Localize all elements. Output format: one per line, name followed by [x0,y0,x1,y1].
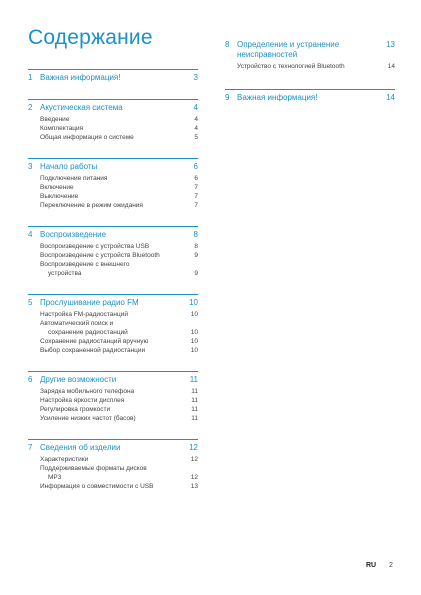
section-page: 10 [189,298,198,307]
section-title: Воспроизведение [40,230,107,239]
entry-page: 6 [194,175,198,182]
section-number: 3 [28,162,33,171]
toc-section [28,69,198,83]
toc-entry[interactable] [28,337,198,346]
entry-title-line: Зарядка мобильного телефона [40,388,135,395]
toc-left-column [28,69,198,507]
section-number: 2 [28,103,33,112]
entry-page: 8 [194,243,198,250]
section-title-line: неисправностей [237,50,298,59]
toc-entry[interactable] [28,251,198,260]
toc-entry[interactable] [28,414,198,423]
section-number: 7 [28,443,33,452]
entry-title-line: Поддерживаемые форматы дисков [40,465,147,472]
entry-title-line: сохранение радиостанций [48,329,128,336]
entry-page: 11 [191,415,198,422]
entry-title-line: Выключение [40,193,79,200]
toc-entry[interactable] [28,192,198,201]
page-title: Содержание [28,26,153,49]
entry-page: 12 [190,474,198,481]
toc-entry[interactable] [28,133,198,142]
section-number: 8 [225,40,230,49]
toc-section-heading[interactable] [28,443,198,453]
entry-page: 5 [194,134,198,141]
toc-section [28,99,198,142]
entry-title-line: Воспроизведение с устройств Bluetooth [40,252,160,259]
entry-page: 10 [190,329,198,336]
section-page: 12 [189,443,198,452]
toc-entry[interactable] [28,405,198,414]
toc-section [28,158,198,210]
section-title: Сведения об изделии [40,443,121,452]
toc-section-heading[interactable] [28,375,198,385]
entry-page: 11 [191,397,198,404]
entry-page: 4 [194,125,198,132]
section-page: 13 [386,40,395,49]
entry-page: 13 [190,483,198,490]
toc-entry[interactable] [28,387,198,396]
toc-entry[interactable] [28,455,198,464]
section-number: 5 [28,298,33,307]
entry-title-line: Введение [40,116,70,123]
entry-title-line: Переключение в режим ожидания [40,202,143,209]
toc-section-heading[interactable] [28,103,198,113]
entry-title-line: Подключение питания [40,175,108,182]
toc-entry[interactable] [28,396,198,405]
entry-page: 7 [194,184,198,191]
toc-entry[interactable] [28,183,198,192]
entry-title-line: Усиление низких частот (басов) [40,415,136,422]
section-page: 8 [193,230,198,239]
entry-title-line: Автоматический поиск и [40,320,114,327]
toc-entry[interactable] [28,201,198,210]
section-page: 3 [193,73,198,82]
toc-entry[interactable] [28,464,198,482]
entry-page: 10 [190,311,198,318]
entry-title-line: Информация о совместимости с USB [40,483,154,490]
section-title: Другие возможности [40,375,117,384]
entry-title-line: Включение [40,184,74,191]
toc-entry[interactable] [28,346,198,355]
entry-page: 10 [190,347,198,354]
entry-title-line: MP3 [48,474,62,481]
toc-section [225,89,395,103]
entry-page: 11 [191,388,198,395]
toc-entry[interactable] [28,124,198,133]
page-number: 2 [389,562,393,569]
toc-entry[interactable] [28,174,198,183]
toc-entry[interactable] [28,115,198,124]
entry-page: 4 [194,116,198,123]
entry-title-line: устройства [48,270,82,277]
toc-entry[interactable] [28,260,198,278]
entry-page: 14 [387,63,395,70]
toc-section [28,439,198,491]
section-title: Прослушивание радио FM [40,298,139,307]
entry-page: 7 [194,202,198,209]
entry-title-line: Регулировка громкости [40,406,111,413]
section-title [237,93,381,103]
toc-entry[interactable] [28,310,198,319]
toc-section-heading[interactable] [28,230,198,240]
toc-section [225,40,395,71]
section-page: 4 [193,103,198,112]
toc-entry[interactable] [28,482,198,491]
entry-page: 11 [191,406,198,413]
toc-section-heading[interactable] [28,162,198,172]
entry-title-line: Воспроизведение с внешнего [40,261,130,268]
toc-entry[interactable] [28,319,198,337]
section-number: 6 [28,375,33,384]
entry-page: 9 [194,252,198,259]
section-number: 4 [28,230,33,239]
section-title-line: Важная информация! [237,93,318,102]
entry-page: 12 [190,456,198,463]
entry-title-line: Выбор сохраненной радиостанции [40,347,146,354]
section-page: 6 [193,162,198,171]
toc-right-column [225,40,395,121]
toc-section-heading[interactable] [225,93,395,103]
section-title: Важная информация! [40,73,121,82]
toc-section-heading[interactable] [225,40,395,60]
section-title: Начало работы [40,162,98,171]
section-number: 9 [225,93,230,102]
entry-title-line: Воспроизведение с устройства USB [40,243,150,250]
toc-section [28,294,198,355]
toc-section [28,371,198,423]
section-title: Акустическая система [40,103,123,112]
entry-title-line: Комплектация [40,125,84,132]
entry-page: 10 [190,338,198,345]
section-title-line: Определение и устранение [237,40,340,49]
section-page: 11 [189,375,198,384]
section-number: 1 [28,73,33,82]
section-title [237,40,381,60]
toc-entry[interactable] [225,62,395,71]
section-page: 14 [386,93,395,102]
entry-title-line: Общая информация о системе [40,134,134,141]
entry-page: 7 [194,193,198,200]
toc-section-heading[interactable] [28,298,198,308]
entry-title-line: Настройка FM-радиостанций [40,311,128,318]
toc-section [28,226,198,278]
entry-title-line: Сохранение радиостанций вручную [40,338,149,345]
entry-title-line: Устройство с технологией Bluetooth [237,63,345,70]
entry-title-line: Характеристики [40,456,89,463]
toc-section-heading[interactable] [28,73,198,83]
language-label: RU [366,562,377,569]
entry-title-line: Настройка яркости дисплея [40,397,125,404]
toc-entry[interactable] [28,242,198,251]
entry-page: 9 [194,270,198,277]
